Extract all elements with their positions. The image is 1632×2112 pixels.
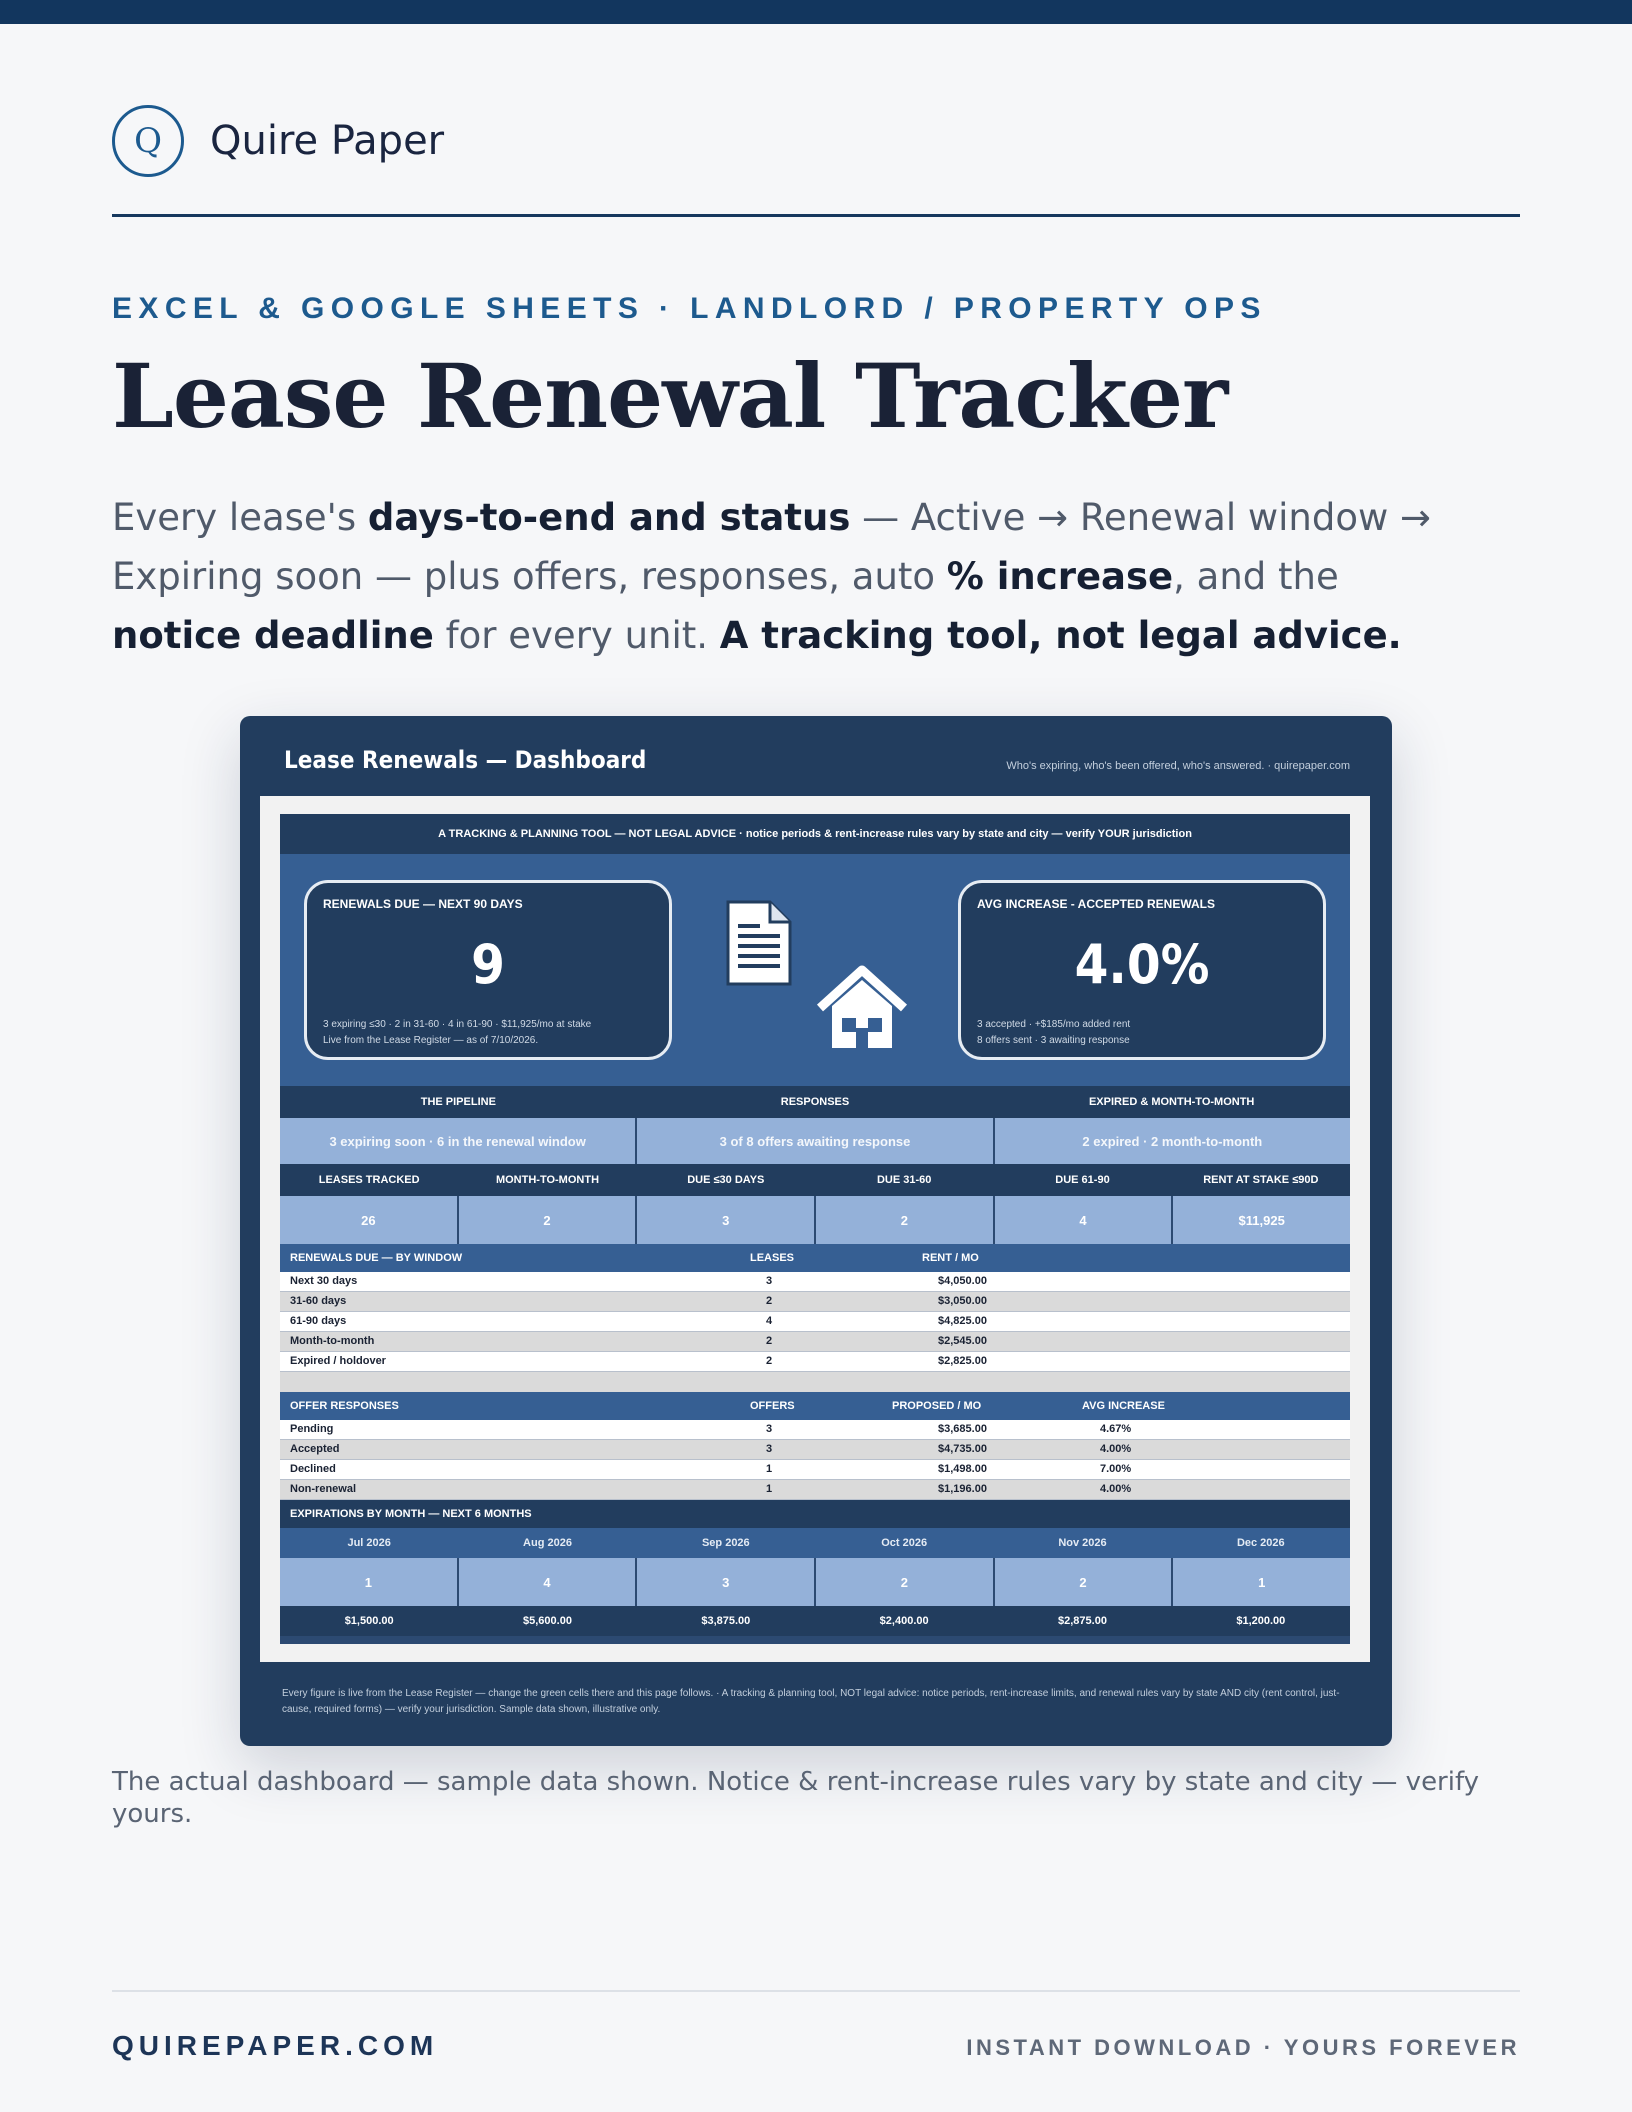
dashboard-tagline: Who's expiring, who's been offered, who's answered. · quirepaper.com: [1006, 760, 1350, 772]
expirations-header: EXPIRATIONS BY MONTH — NEXT 6 MONTHS: [280, 1500, 1350, 1528]
footer-site-link[interactable]: QUIREPAPER.COM: [112, 2030, 439, 2061]
stat-headers: [280, 1164, 1350, 1196]
table-row: Accepted 3 $4,735.00 4.00%: [280, 1440, 1350, 1460]
kpi-hero: [280, 854, 1350, 1086]
table-spacer: [280, 1372, 1350, 1392]
by-window-rows: [280, 1272, 1350, 1372]
month-rent: $3,875.00: [701, 1615, 751, 1627]
stat-header: LEASES TRACKED: [318, 1174, 420, 1186]
stat-header: RENT AT STAKE ≤90D: [1203, 1174, 1319, 1186]
brand-name: Quire Paper: [210, 118, 445, 164]
section-header: RESPONSES: [780, 1096, 850, 1108]
section-values: [280, 1118, 1350, 1164]
house-icon: [814, 962, 910, 1052]
month-count: 3: [637, 1558, 816, 1606]
stat-header: DUE ≤30 DAYS: [687, 1174, 765, 1186]
month-rent: $5,600.00: [523, 1615, 572, 1627]
stat-header: DUE 61-90: [1055, 1174, 1110, 1186]
offer-responses-header: OFFER RESPONSES OFFERS PROPOSED / MO AVG INCREASE: [280, 1392, 1350, 1420]
section-headers: [280, 1086, 1350, 1118]
month-headers: [280, 1528, 1350, 1558]
lead-paragraph: Every lease's days-to-end and status — Active → Renewal window → Expiring soon — plus offers, responses, auto % increase, and the notice deadline for every unit. A tracking tool, not legal advice.: [112, 496, 1431, 657]
kpi-label: RENEWALS DUE — NEXT 90 DAYS: [323, 897, 523, 911]
section-value: 2 expired · 2 month-to-month: [995, 1118, 1350, 1164]
month-header: Oct 2026: [881, 1537, 928, 1549]
header-divider: [112, 214, 1520, 217]
table-row: 31-60 days 2 $3,050.00: [280, 1292, 1350, 1312]
footer-divider: [112, 1990, 1520, 1992]
stat-value: $11,925: [1173, 1196, 1350, 1244]
month-count: 1: [1173, 1558, 1350, 1606]
kpi-label: AVG INCREASE - ACCEPTED RENEWALS: [977, 897, 1216, 911]
kpi-subtext: 3 expiring ≤30 · 2 in 31-60 · 4 in 61-90 · $11,925/mo at stake Live from the Lease Register — as of 7/10/2026.: [323, 1019, 592, 1046]
section-header: EXPIRED & MONTH-TO-MONTH: [1088, 1096, 1255, 1108]
month-counts: [280, 1558, 1350, 1606]
month-count: 2: [995, 1558, 1174, 1606]
footer-tagline: INSTANT DOWNLOAD · YOURS FOREVER: [966, 2035, 1520, 2060]
disclaimer-banner: A TRACKING & PLANNING TOOL — NOT LEGAL ADVICE · notice periods & rent-increase rules vary by state and city — verify YOUR jurisdiction: [280, 814, 1350, 854]
table-row: Month-to-month 2 $2,545.00: [280, 1332, 1350, 1352]
top-accent-bar: [0, 0, 1632, 24]
offer-responses-rows: [280, 1420, 1350, 1500]
section-value: 3 expiring soon · 6 in the renewal window: [280, 1118, 637, 1164]
table-row: 61-90 days 4 $4,825.00: [280, 1312, 1350, 1332]
brand[interactable]: [112, 104, 444, 178]
stat-values: [280, 1196, 1350, 1244]
logo-icon: Q: [112, 105, 184, 177]
month-header: Sep 2026: [701, 1537, 750, 1549]
month-count: 2: [816, 1558, 995, 1606]
section-header: THE PIPELINE: [420, 1096, 496, 1108]
stat-value: 4: [995, 1196, 1174, 1244]
month-header: Jul 2026: [347, 1537, 391, 1549]
dashboard-title: Lease Renewals — Dashboard: [284, 746, 647, 774]
eyebrow: EXCEL & GOOGLE SHEETS · LANDLORD / PROPERTY OPS: [112, 292, 1267, 325]
kpi-value: 9: [471, 933, 505, 996]
month-rent: $1,200.00: [1236, 1615, 1286, 1627]
stat-value: 26: [280, 1196, 459, 1244]
month-header: Dec 2026: [1236, 1537, 1285, 1549]
section-value: 3 of 8 offers awaiting response: [637, 1118, 994, 1164]
by-window-header: RENEWALS DUE — BY WINDOW LEASES RENT / MO: [280, 1244, 1350, 1272]
sheet-area: [260, 796, 1370, 1662]
screenshot-caption: The actual dashboard — sample data shown. Notice & rent-increase rules vary by state and city — verify yours.: [112, 1767, 1480, 1829]
table-row: Expired / holdover 2 $2,825.00: [280, 1352, 1350, 1372]
document-icon: [724, 898, 794, 988]
month-rent: $2,875.00: [1058, 1615, 1107, 1627]
kpi-value: 4.0%: [1074, 933, 1210, 996]
stat-header: MONTH-TO-MONTH: [495, 1174, 600, 1186]
month-header: Aug 2026: [523, 1537, 572, 1549]
table-row: Next 30 days 3 $4,050.00: [280, 1272, 1350, 1292]
table-row: Declined 1 $1,498.00 7.00%: [280, 1460, 1350, 1480]
stat-header: DUE 31-60: [876, 1174, 932, 1186]
month-count: 1: [280, 1558, 459, 1606]
stat-value: 2: [459, 1196, 638, 1244]
kpi-subtext: 3 accepted · +$185/mo added rent 8 offers sent · 3 awaiting response: [977, 1019, 1131, 1046]
month-count: 4: [459, 1558, 638, 1606]
table-row: Pending 3 $3,685.00 4.67%: [280, 1420, 1350, 1440]
kpi-avg-increase: [958, 880, 1326, 1060]
stat-value: 2: [816, 1196, 995, 1244]
table-row: Non-renewal 1 $1,196.00 4.00%: [280, 1480, 1350, 1500]
dashboard-body: [280, 814, 1350, 1644]
month-rent: $2,400.00: [879, 1615, 929, 1627]
month-rent: $1,500.00: [344, 1615, 394, 1627]
dashboard-screenshot: [240, 716, 1392, 1746]
dashboard-footnote: Every figure is live from the Lease Register — change the green cells there and this page follows. · A tracking & planning tool, NOT legal advice: notice periods, rent-increase limits, and renewal rules vary by state AND city (rent control, just-cause, required forms) — verify your jurisdiction. Sample data shown, illustrative only.: [282, 1688, 1340, 1715]
kpi-renewals-due: [304, 880, 672, 1060]
month-header: Nov 2026: [1058, 1537, 1107, 1549]
stat-value: 3: [637, 1196, 816, 1244]
month-rents: [280, 1606, 1350, 1636]
page-title: Lease Renewal Tracker: [112, 344, 1228, 448]
